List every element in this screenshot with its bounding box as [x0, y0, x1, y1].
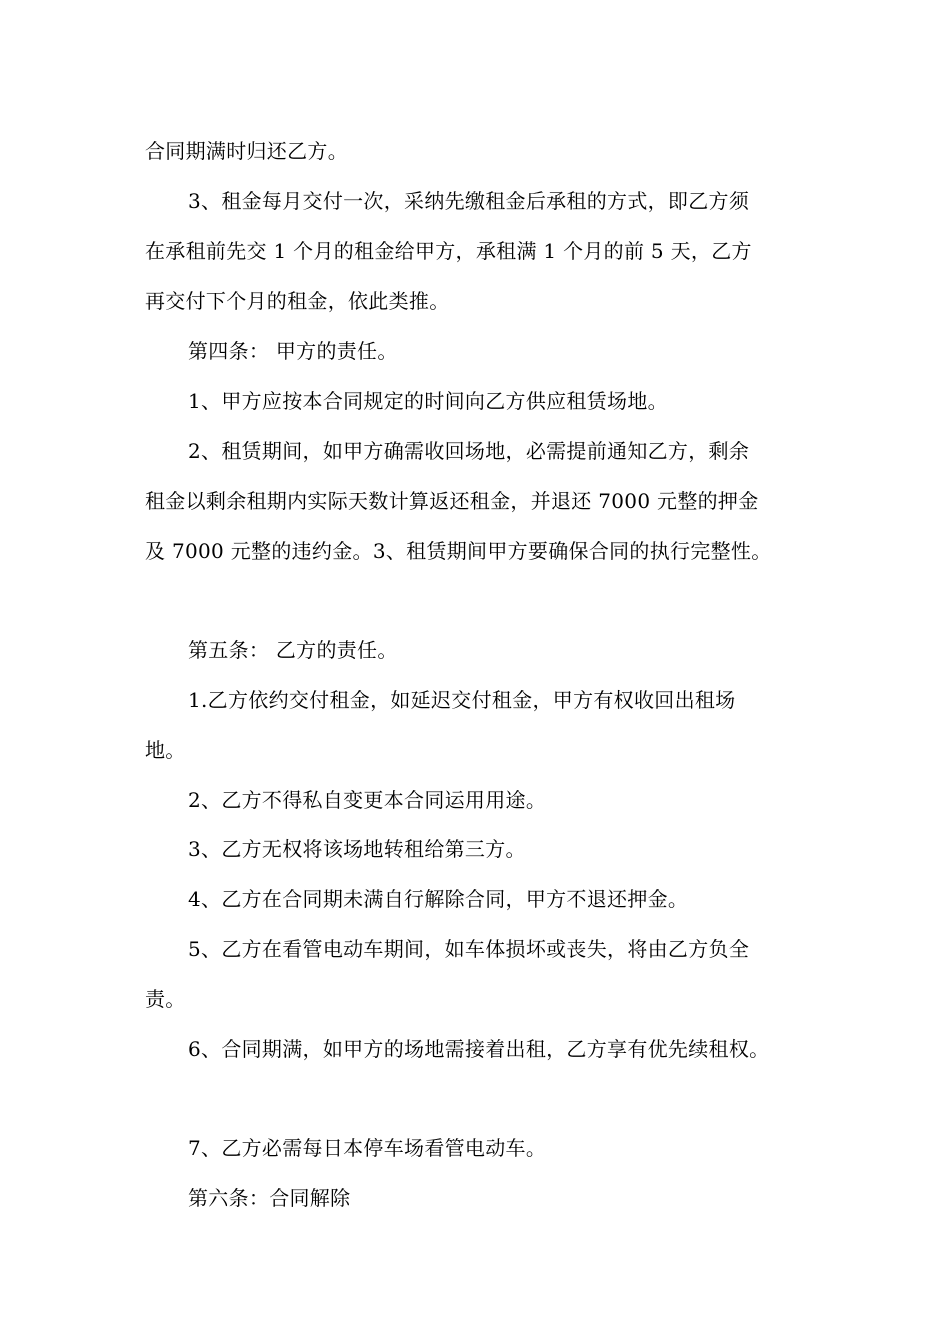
text-line: 4、乙方在合同期未满自行解除合同，甲方不退还押金。 — [188, 887, 689, 911]
section-heading: 第五条： 乙方的责任。 — [188, 638, 398, 662]
text-line: 地。 — [145, 738, 186, 762]
text-line: 在承租前先交 1 个月的租金给甲方，承租满 1 个月的前 5 天，乙方 — [145, 239, 752, 263]
text-line: 3、租金每月交付一次，采纳先缴租金后承租的方式，即乙方须 — [188, 189, 750, 213]
text-line: 再交付下个月的租金，依此类推。 — [145, 289, 450, 313]
text-line: 及 7000 元整的违约金。3、租赁期间甲方要确保合同的执行完整性。 — [145, 539, 772, 563]
text-line: 5、乙方在看管电动车期间，如车体损坏或丧失，将由乙方负全 — [188, 937, 750, 961]
text-line: 7、乙方必需每日本停车场看管电动车。 — [188, 1136, 547, 1160]
text-line: 2、乙方不得私自变更本合同运用用途。 — [188, 788, 547, 812]
section-heading: 第四条： 甲方的责任。 — [188, 339, 398, 363]
text-line: 3、乙方无权将该场地转租给第三方。 — [188, 837, 526, 861]
text-line: 6、合同期满，如甲方的场地需接着出租，乙方享有优先续租权。 — [188, 1037, 770, 1061]
text-line: 合同期满时归还乙方。 — [145, 139, 348, 163]
text-line: 1.乙方依约交付租金，如延迟交付租金，甲方有权收回出租场 — [188, 688, 736, 712]
text-line: 责。 — [145, 987, 186, 1011]
text-line: 2、租赁期间，如甲方确需收回场地，必需提前通知乙方，剩余 — [188, 439, 750, 463]
text-line: 租金以剩余租期内实际天数计算返还租金，并退还 7000 元整的押金 — [145, 489, 759, 513]
text-line: 1、甲方应按本合同规定的时间向乙方供应租赁场地。 — [188, 389, 668, 413]
section-heading: 第六条：合同解除 — [188, 1186, 351, 1210]
